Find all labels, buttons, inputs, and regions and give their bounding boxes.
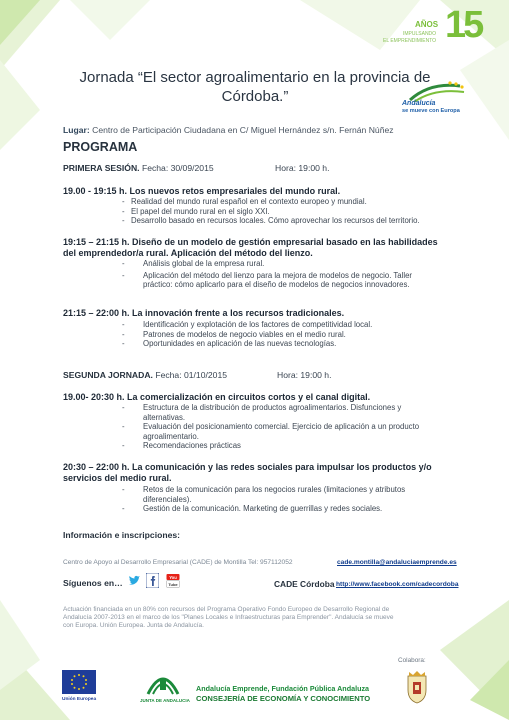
siguenos-label: Síguenos en… (63, 578, 123, 588)
list-item-line: - Estructura de la distribución de productos agroalimentarios. Disfunciones y (143, 403, 402, 412)
list-item: - Oportunidades en aplicación de las nuevas tecnologías. (122, 339, 467, 349)
list-item-line: diferenciales). (143, 494, 192, 504)
session-2-date: Fecha: 01/10/2015 (155, 370, 227, 380)
list-item-line: - Aplicación del método del lienzo para la mejora de modelos de negocio. Taller (143, 270, 413, 280)
block-5-heading-line2: servicios del medio rural. (63, 473, 172, 483)
venue (63, 125, 394, 135)
eu-stars-icon (62, 670, 96, 694)
venue-value: Centro de Participación Ciudadana en C/ Miguel Hernández s/n. Fernán Núñez (92, 125, 394, 135)
logo-anos-text: AÑOS (415, 20, 439, 29)
list-item-line: alternativas. (143, 412, 186, 422)
list-item-line: - Evaluación del posicionamiento comercial. Ejercicio de aplicación a un producto (143, 422, 420, 432)
consejeria-label: CONSEJERÍA DE ECONOMÍA Y CONOCIMIENTO (196, 694, 371, 703)
logo-sub1: IMPULSANDO (403, 31, 437, 37)
andalucia-logo-line1: Andalucía (402, 100, 436, 107)
junta-andalucia-logo (140, 664, 190, 706)
list-item: - Recomendaciones prácticas (122, 441, 467, 451)
eu-flag-logo (62, 670, 96, 694)
list-item (122, 485, 467, 504)
logo-number: 15 (445, 4, 482, 46)
venue-label: Lugar: (63, 125, 90, 135)
block-5-heading (63, 462, 468, 484)
list-item: - Realidad del mundo rural español en el contexto europeo y mundial. (122, 197, 452, 207)
stars-icon (400, 80, 470, 102)
session-1-label: PRIMERA SESIÓN. (63, 163, 140, 173)
junta-label: JUNTA DE ANDALUCIA (140, 698, 190, 703)
session-2-time: Hora: 19:00 h. (277, 370, 332, 380)
block-2-heading (63, 237, 468, 259)
list-item-line: agroalimentario. (143, 431, 199, 441)
eu-label: Unión Europea (62, 697, 97, 702)
session-2-line (63, 370, 227, 380)
session-2-label: SEGUNDA JORNADA. (63, 370, 153, 380)
list-item (122, 403, 467, 422)
list-item (122, 271, 467, 290)
title-line-1: Jornada “El sector agroalimentario en la provincia de (79, 69, 431, 86)
list-item: - Gestión de la comunicación. Marketing de guerrillas y redes sociales. (122, 504, 467, 514)
block-3-heading: 21:15 – 22:00 h. La innovación frente a los recursos tradicionales. (63, 308, 345, 318)
facebook-icon[interactable] (146, 573, 159, 588)
list-item: - Patrones de modelos de negocio viables en el medio rural. (122, 330, 467, 340)
list-item: - Análisis global de la empresa rural. (122, 259, 467, 269)
list-item-line: - Retos de la comunicación para los negocios rurales (limitaciones y atributos (143, 485, 406, 494)
session-1-date: Fecha: 30/09/2015 (141, 163, 214, 173)
block-4-heading: 19.00- 20:30 h. La comercialización en circuitos cortos y el canal digital. (63, 392, 371, 402)
funding-note (63, 606, 473, 631)
block-5-list (122, 485, 467, 514)
funding-note-line1: Actuación financiada en un 80% con recursos del Programa Operativo Fondo Europeo de Desarrollo Regional de (63, 606, 390, 613)
block-5-heading-line1: 20:30 – 22:00 h. La comunicación y las redes sociales para impulsar los productos y/o (63, 462, 432, 472)
session-1-line (63, 163, 214, 173)
list-item-line: práctico: cómo aplicarlo para el diseño de modelos de negocios innovadores. (143, 280, 410, 290)
email-link[interactable]: cade.montilla@andaluciaemprende.es (337, 559, 457, 566)
logo-sub2: EL EMPRENDIMIENTO (383, 38, 437, 44)
list-item: - Identificación y explotación de los factores de competitividad local. (122, 320, 467, 330)
municipal-crest-logo (405, 670, 429, 704)
list-item: - Desarrollo basado en recursos locales. Cómo aprovechar los recursos del territorio. (122, 216, 452, 226)
funding-note-line3: con Europa. Unión Europea. Junta de Andalucía. (63, 622, 204, 630)
andalucia-emprende-line1: Andalucía Emprende, Fundación Pública Andaluza (196, 684, 370, 693)
block-1-heading: 19.00 - 19:15 h. Los nuevos retos empresariales del mundo rural. (63, 186, 341, 196)
andalucia-logo-line2: se mueve con Europa (402, 108, 460, 114)
block-2-list (122, 259, 467, 290)
funding-note-line2: Andalucía 2007-2013 en el marco de los "Planes Locales e Infraestructuras para Emprender". Andalucía se mueve (63, 614, 394, 622)
cade-contact: Centro de Apoyo al Desarrollo Empresarial (CADE) de Montilla Tel: 957112052 (63, 559, 293, 566)
block-2-heading-line1: 19:15 – 21:15 h. Diseño de un modelo de gestión empresarial basado en las habilidades (63, 237, 438, 247)
block-4-list (122, 403, 467, 451)
youtube-icon[interactable] (166, 573, 180, 588)
anos-logo (383, 4, 495, 52)
twitter-icon[interactable] (127, 574, 141, 588)
colabora-label: Colabora: (398, 657, 426, 664)
block-2-heading-line2: del emprendedor/a rural. Aplicación del método del lienzo. (63, 248, 313, 258)
svg-text:You: You (169, 575, 177, 580)
block-1-list (122, 197, 452, 226)
crest-icon (405, 670, 429, 704)
cade-cordoba-label: CADE Córdoba (274, 579, 335, 589)
page-title (60, 68, 450, 106)
session-1-time: Hora: 19:00 h. (275, 163, 330, 173)
title-line-2: Córdoba.” (221, 88, 289, 105)
info-title: Información e inscripciones: (63, 530, 180, 540)
list-item: - El papel del mundo rural en el siglo XXI. (122, 207, 452, 217)
andalucia-europa-logo (400, 80, 470, 120)
facebook-link[interactable]: http://www.facebook.com/cadecordoba (336, 581, 459, 588)
list-item (122, 422, 467, 441)
programa-heading: PROGRAMA (63, 140, 138, 154)
junta-emblem-icon (140, 664, 186, 698)
block-3-list (122, 320, 467, 349)
svg-text:Tube: Tube (168, 582, 178, 587)
